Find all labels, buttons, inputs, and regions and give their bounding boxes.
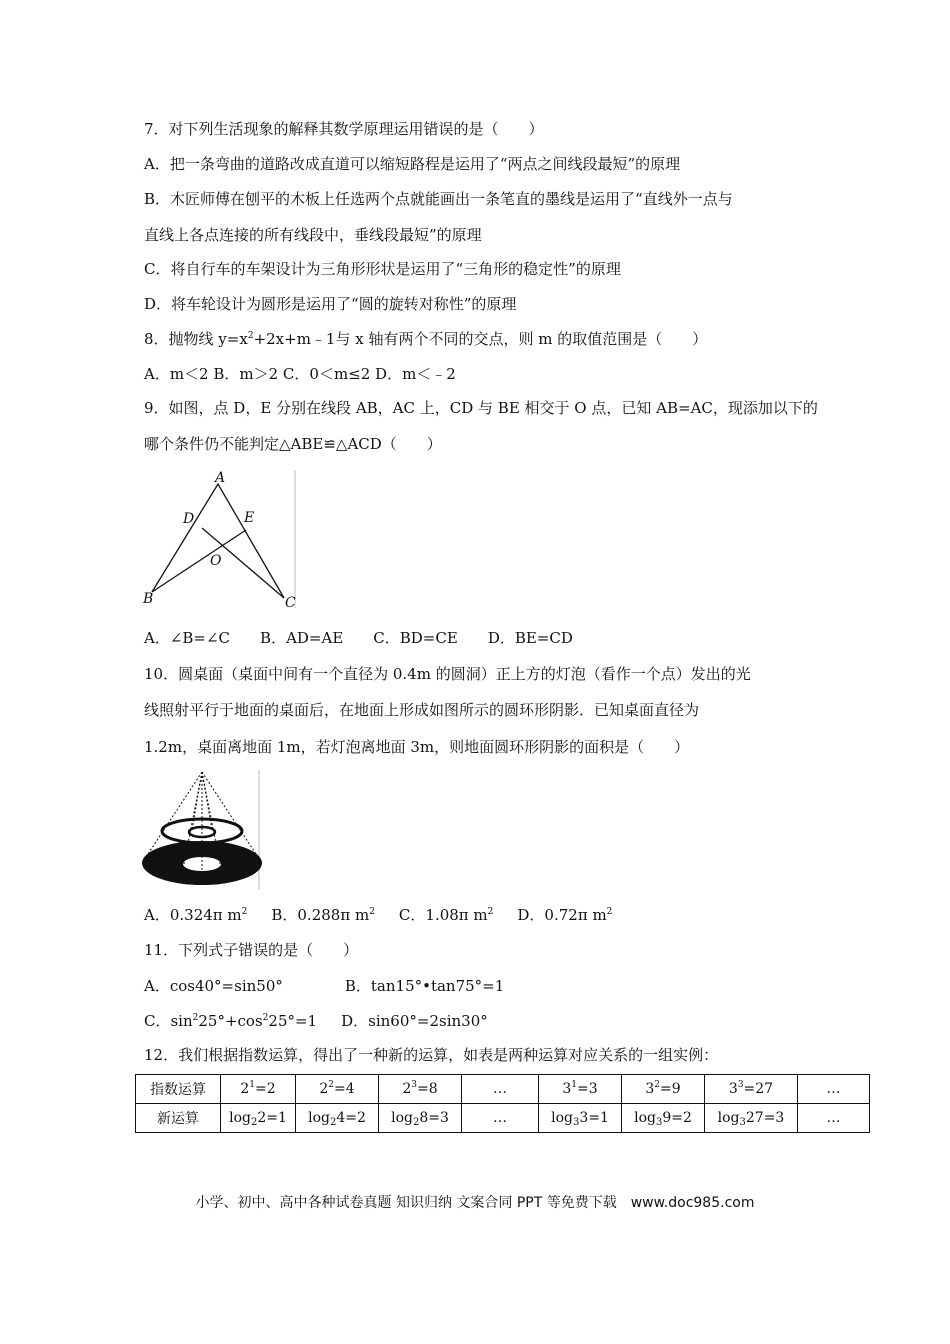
table-cell: … bbox=[798, 1075, 870, 1104]
q11-option-a: A．cos40°=sin50° bbox=[144, 977, 283, 995]
q10-stem-line2: 线照射平行于地面的桌面后，在地面上形成如图所示的圆环形阴影．已知桌面直径为 bbox=[144, 701, 700, 719]
q11-option-c-pre: C．sin bbox=[144, 1012, 193, 1030]
q11-option-b: B．tan15°•tan75°=1 bbox=[344, 977, 505, 995]
table-cell: … bbox=[462, 1075, 539, 1104]
q8-stem-pre: 8．抛物线 y=x bbox=[144, 330, 248, 348]
table-cell: $3^3=27$ bbox=[705, 1075, 798, 1104]
q10-lamp-shadow-figure bbox=[142, 768, 262, 892]
table-cell: $\log_327=3$ bbox=[705, 1104, 798, 1133]
q7-option-b-line2: 直线上各点连接的所有线段中，垂线段最短”的原理 bbox=[144, 226, 482, 244]
q9-label-e: E bbox=[244, 510, 255, 526]
q10-option-c: C．1.08π m bbox=[398, 906, 488, 924]
q9-label-o: O bbox=[210, 553, 222, 569]
q7-option-a: A．把一条弯曲的道路改成直道可以缩短路程是运用了“两点之间线段最短”的原理 bbox=[144, 155, 681, 173]
table-cell: $3^1=3$ bbox=[539, 1075, 622, 1104]
q9-option-b: B．AD=AE bbox=[260, 629, 344, 647]
q7-option-b-line1: B．木匠师傅在刨平的木板上任选两个点就能画出一条笔直的墨线是运用了“直线外一点与 bbox=[144, 190, 733, 208]
table-cell: $\log_24=2$ bbox=[296, 1104, 379, 1133]
q11-option-c-sup1: 2 bbox=[192, 1013, 199, 1023]
table-cell: $\log_33=1$ bbox=[539, 1104, 622, 1133]
table-cell: $3^2=9$ bbox=[622, 1075, 705, 1104]
table-header-new: 新运算 bbox=[136, 1104, 221, 1133]
q9-label-b: B bbox=[143, 591, 154, 607]
q7-option-c: C．将自行车的车架设计为三角形形状是运用了“三角形的稳定性”的原理 bbox=[144, 260, 621, 278]
table-cell: $2^3=8$ bbox=[379, 1075, 462, 1104]
q11-option-c-mid: 25°+cos bbox=[198, 1012, 263, 1030]
q9-stem-line2: 哪个条件仍不能判定△ABE≌△ACD（ ） bbox=[144, 435, 442, 453]
q11-options-row1 bbox=[144, 976, 504, 996]
q10-option-d: D．0.72π m bbox=[517, 906, 607, 924]
table-header-exp: 指数运算 bbox=[136, 1075, 221, 1104]
q11-options-row2 bbox=[144, 1011, 488, 1031]
q7-stem: 7．对下列生活现象的解释其数学原理运用错误的是（ ） bbox=[144, 120, 544, 138]
q9-option-d: D．BE=CD bbox=[487, 629, 573, 647]
q12-operations-table bbox=[135, 1074, 870, 1133]
table-cell: … bbox=[798, 1104, 870, 1133]
table-cell: $2^2=4$ bbox=[296, 1075, 379, 1104]
q9-options bbox=[144, 628, 573, 648]
table-cell: $2^1=2$ bbox=[221, 1075, 296, 1104]
page-footer: 小学、初中、高中各种试卷真题 知识归纳 文案合同 PPT 等免费下载 www.doc985.com bbox=[195, 1195, 755, 1211]
q11-option-c-post: 25°=1 bbox=[268, 1012, 318, 1030]
q9-stem-line1: 9．如图，点 D，E 分别在线段 AB，AC 上，CD 与 BE 相交于 O 点，已知 AB=AC，现添加以下的 bbox=[144, 399, 818, 417]
q10-option-d-sup: 2 bbox=[606, 907, 613, 917]
table-row bbox=[136, 1104, 870, 1133]
q10-option-a-sup: 2 bbox=[241, 907, 248, 917]
q10-option-c-sup: 2 bbox=[487, 907, 494, 917]
q9-label-d: D bbox=[183, 511, 195, 527]
q9-option-c: C．BD=CE bbox=[373, 629, 458, 647]
table-cell: $\log_22=1$ bbox=[221, 1104, 296, 1133]
table-cell: $\log_28=3$ bbox=[379, 1104, 462, 1133]
q12-stem: 12．我们根据指数运算，得出了一种新的运算，如表是两种运算对应关系的一组实例： bbox=[144, 1046, 719, 1064]
q8-stem-post: +2x+m﹣1与 x 轴有两个不同的交点，则 m 的取值范围是（ ） bbox=[253, 330, 708, 348]
q10-options bbox=[144, 905, 612, 925]
q11-option-d: D．sin60°=2sin30° bbox=[341, 1012, 488, 1030]
q10-option-b: B．0.288π m bbox=[271, 906, 370, 924]
q9-triangle-figure bbox=[142, 468, 300, 610]
table-cell: $\log_39=2$ bbox=[622, 1104, 705, 1133]
q11-option-c-sup2: 2 bbox=[262, 1013, 269, 1023]
q7-option-d: D．将车轮设计为圆形是运用了“圆的旋转对称性”的原理 bbox=[144, 295, 517, 313]
q9-label-a: A bbox=[215, 470, 226, 486]
table-row bbox=[136, 1075, 870, 1104]
table-cell: … bbox=[462, 1104, 539, 1133]
q10-option-b-sup: 2 bbox=[369, 907, 375, 917]
q8-stem bbox=[144, 329, 707, 349]
q10-option-a: A．0.324π m bbox=[144, 906, 242, 924]
q8-options: A．m＜2 B．m＞2 C．0＜m≤2 D．m＜﹣2 bbox=[144, 365, 456, 383]
q8-exponent: 2 bbox=[247, 331, 254, 341]
q9-option-a: A．∠B=∠C bbox=[144, 629, 231, 647]
q10-stem-line3: 1.2m，桌面离地面 1m，若灯泡离地面 3m，则地面圆环形阴影的面积是（ ） bbox=[144, 738, 690, 756]
q9-label-c: C bbox=[285, 595, 296, 610]
q10-stem-line1: 10．圆桌面（桌面中间有一个直径为 0.4m 的圆洞）正上方的灯泡（看作一个点）发出的光 bbox=[144, 665, 751, 683]
q11-stem: 11．下列式子错误的是（ ） bbox=[144, 941, 359, 959]
